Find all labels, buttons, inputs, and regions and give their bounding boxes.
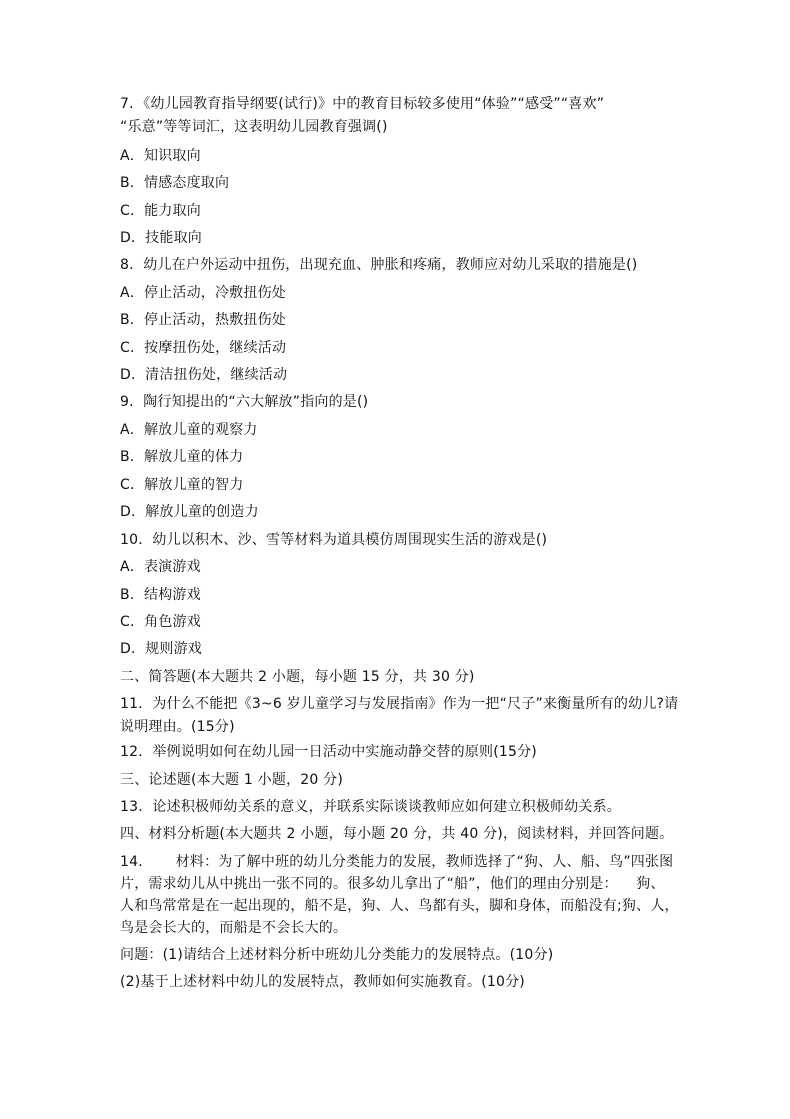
question-13-stem: 13．论述积极师幼关系的意义，并联系实际谈谈教师应如何建立积极师幼关系。 xyxy=(120,799,622,815)
option-a: A．解放儿童的观察力 xyxy=(120,422,258,438)
section-2-heading: 二、简答题(本大题共 2 小题，每小题 15 分，共 30 分) xyxy=(120,669,475,685)
question-11-stem: 11．为什么不能把《3~6 岁儿童学习与发展指南》作为一把“尺子”来衡量所有的幼儿?请 xyxy=(120,696,679,712)
option-b: B．情感态度取向 xyxy=(120,175,230,191)
question-7-stem-cont: “乐意”等等词汇，这表明幼儿园教育强调() xyxy=(120,119,388,135)
question-11-stem-cont: 说明理由。(15分) xyxy=(120,719,235,735)
question-12-stem: 12．举例说明如何在幼儿园一日活动中实施动静交替的原则(15分) xyxy=(120,744,537,760)
section-3-heading: 三、论述题(本大题 1 小题，20 分) xyxy=(120,772,343,788)
option-c: C．能力取向 xyxy=(120,203,201,219)
question-14-material: 14． 材料：为了解中班的幼儿分类能力的发展，教师选择了“狗、人、船、鸟”四张图 xyxy=(120,854,674,870)
question-14-sub-2: (2)基于上述材料中幼儿的发展特点，教师如何实施教育。(10分) xyxy=(120,974,525,990)
option-b: B．解放儿童的体力 xyxy=(120,449,244,465)
question-9-stem: 9．陶行知提出的“六大解放”指向的是() xyxy=(120,394,369,410)
question-14-material-cont: 人和鸟常常是在一起出现的，船不是，狗、人、鸟都有头，脚和身体，而船没有;狗、人， xyxy=(120,898,679,914)
option-a: A．表演游戏 xyxy=(120,559,201,575)
question-14-material-cont: 片，需求幼儿从中挑出一张不同的。很多幼儿拿出了“船”，他们的理由分别是： 狗、 xyxy=(120,876,665,892)
option-d: D．规则游戏 xyxy=(120,641,202,657)
option-c: C．解放儿童的智力 xyxy=(120,477,244,493)
question-14-material-cont: 鸟是会长大的，而船是不会长大的。 xyxy=(120,920,348,936)
section-4-heading: 四、材料分析题(本大题共 2 小题，每小题 20 分，共 40 分)，阅读材料，并回答问题。 xyxy=(120,826,674,842)
option-a: A．知识取向 xyxy=(120,148,201,164)
question-7-stem: 7．《幼儿园教育指导纲要(试行)》中的教育目标较多使用“体验”“感受”“喜欢” xyxy=(120,96,605,112)
option-b: B．结构游戏 xyxy=(120,587,201,603)
option-a: A．停止活动，冷敷扭伤处 xyxy=(120,285,286,301)
question-10-stem: 10．幼儿以积木、沙、雪等材料为道具模仿周围现实生活的游戏是() xyxy=(120,532,548,548)
question-8-stem: 8．幼儿在户外运动中扭伤，出现充血、肿胀和疼痛，教师应对幼儿采取的措施是() xyxy=(120,257,638,273)
option-c: C．角色游戏 xyxy=(120,614,201,630)
option-d: D．技能取向 xyxy=(120,230,202,246)
option-c: C．按摩扭伤处，继续活动 xyxy=(120,340,287,356)
question-14-sub-1: 问题：(1)请结合上述材料分析中班幼儿分类能力的发展特点。(10分) xyxy=(120,947,554,963)
option-d: D．解放儿童的创造力 xyxy=(120,504,259,520)
option-d: D．清洁扭伤处，继续活动 xyxy=(120,367,288,383)
option-b: B．停止活动，热敷扭伤处 xyxy=(120,312,287,328)
